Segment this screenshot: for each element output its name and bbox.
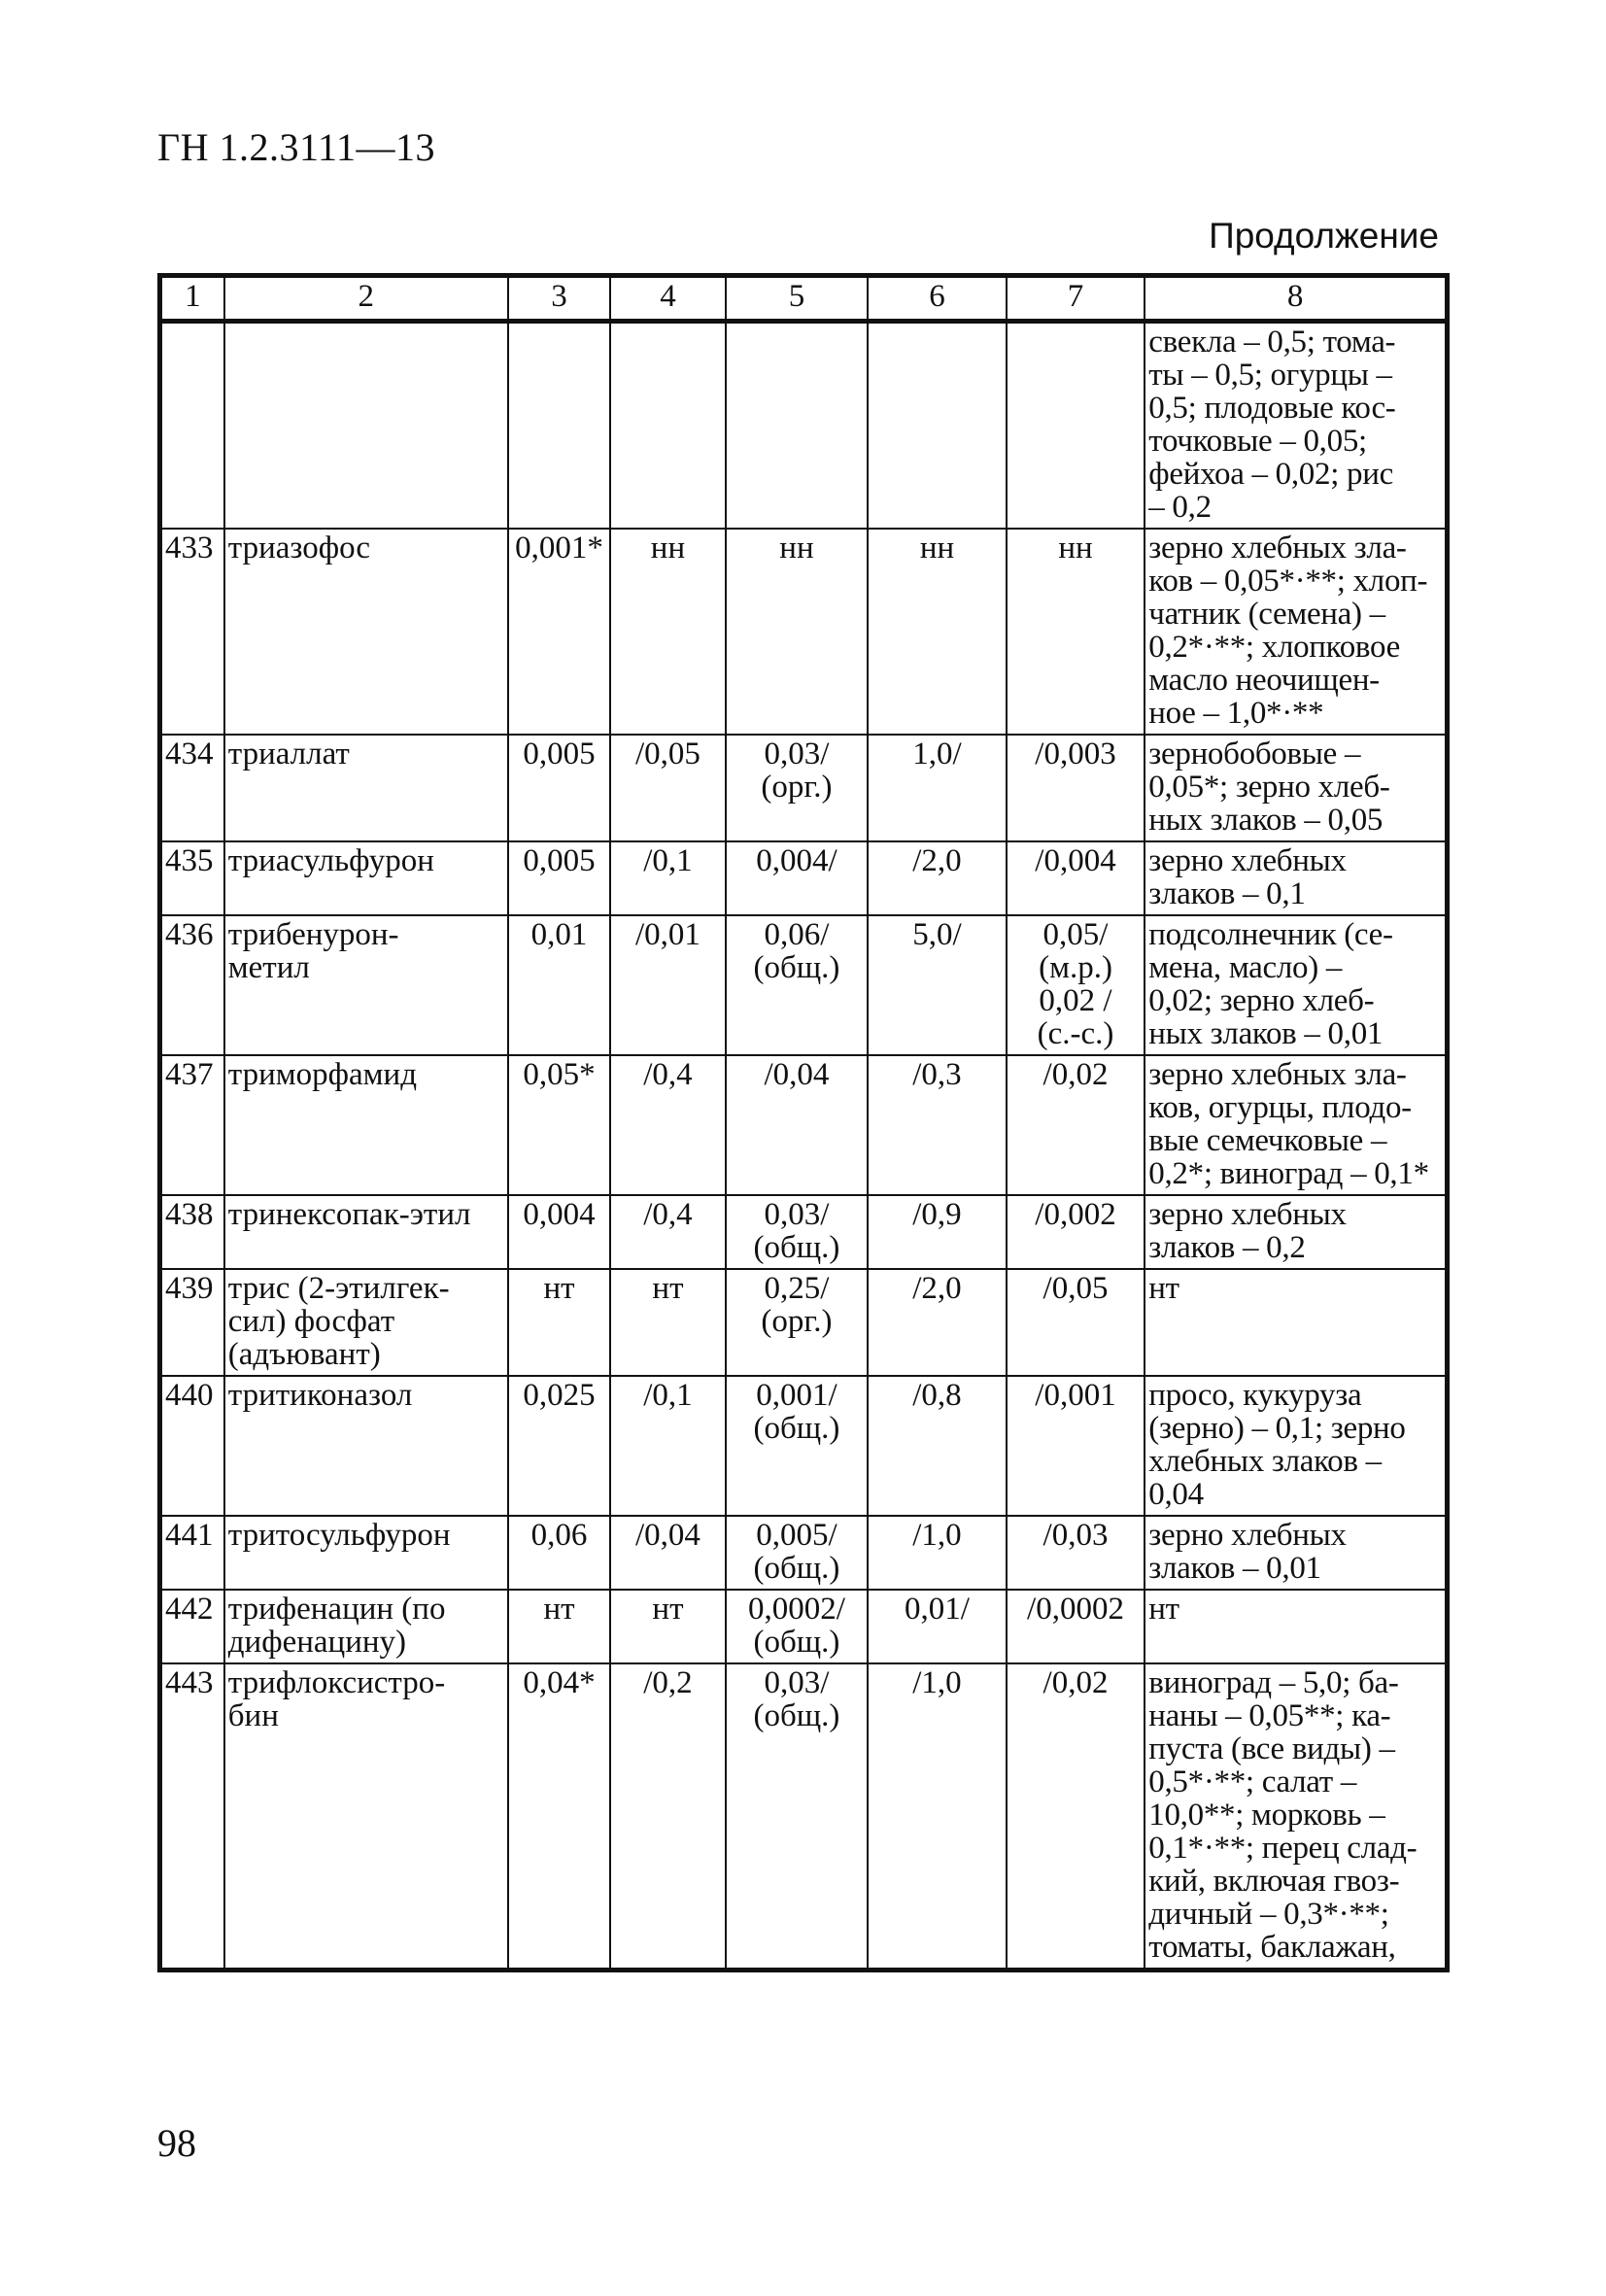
value-col-4: /0,1 [610, 841, 725, 915]
value-col-7: нн [1007, 529, 1145, 735]
value-col-3: 0,025 [508, 1376, 610, 1516]
column-header-4: 4 [610, 276, 725, 322]
substance-name: тритосульфурон [224, 1516, 508, 1590]
substance-name: трифлоксистро- бин [224, 1663, 508, 1970]
value-col-5: 0,005/ (общ.) [726, 1516, 869, 1590]
substance-name: триасульфурон [224, 841, 508, 915]
row-number [160, 322, 224, 530]
substance-name: тринексопак-этил [224, 1195, 508, 1269]
row-number: 436 [160, 915, 224, 1055]
value-col-3: 0,04* [508, 1663, 610, 1970]
table-row [160, 1195, 1448, 1269]
residue-notes: зерно хлебных зла- ков, огурцы, плодо- вые семечковые – 0,2*; виноград – 0,1* [1145, 1055, 1447, 1195]
substance-name: трис (2-этилгек- сил) фосфат (адъювант) [224, 1269, 508, 1376]
value-col-7: /0,05 [1007, 1269, 1145, 1376]
substance-name: трифенацин (по дифенацину) [224, 1590, 508, 1663]
value-col-5: 0,001/ (общ.) [726, 1376, 869, 1516]
column-header-5: 5 [726, 276, 869, 322]
table-row [160, 1663, 1448, 1970]
residue-notes: зерно хлебных злаков – 0,2 [1145, 1195, 1447, 1269]
table-row [160, 529, 1448, 735]
substance-name: триаллат [224, 735, 508, 841]
residue-notes: свекла – 0,5; тома- ты – 0,5; огурцы – 0,5; плодовые кос- точковые – 0,05; фейхоа – 0,02; рис – 0,2 [1145, 322, 1447, 530]
value-col-3: 0,004 [508, 1195, 610, 1269]
value-col-4: /0,05 [610, 735, 725, 841]
substance-name: триморфамид [224, 1055, 508, 1195]
value-col-7: /0,002 [1007, 1195, 1145, 1269]
value-col-7 [1007, 322, 1145, 530]
norms-table [157, 273, 1450, 1972]
value-col-7: /0,02 [1007, 1055, 1145, 1195]
residue-notes: зерно хлебных злаков – 0,01 [1145, 1516, 1447, 1590]
row-number: 434 [160, 735, 224, 841]
value-col-7: /0,001 [1007, 1376, 1145, 1516]
column-header-3: 3 [508, 276, 610, 322]
column-header-7: 7 [1007, 276, 1145, 322]
row-number: 435 [160, 841, 224, 915]
table-row [160, 1516, 1448, 1590]
substance-name [224, 322, 508, 530]
table-row [160, 1055, 1448, 1195]
table-row [160, 1376, 1448, 1516]
value-col-3: нт [508, 1590, 610, 1663]
residue-notes: зернобобовые – 0,05*; зерно хлеб- ных злаков – 0,05 [1145, 735, 1447, 841]
row-number: 438 [160, 1195, 224, 1269]
table-row [160, 322, 1448, 530]
substance-name: тритиконазол [224, 1376, 508, 1516]
column-header-1: 1 [160, 276, 224, 322]
row-number: 442 [160, 1590, 224, 1663]
value-col-7: /0,02 [1007, 1663, 1145, 1970]
value-col-3: нт [508, 1269, 610, 1376]
header-row [160, 276, 1448, 322]
value-col-4: /0,4 [610, 1195, 725, 1269]
table-row [160, 735, 1448, 841]
value-col-3: 0,06 [508, 1516, 610, 1590]
page-number: 98 [157, 2121, 196, 2165]
value-col-7: /0,0002 [1007, 1590, 1145, 1663]
value-col-4: нн [610, 529, 725, 735]
continuation-label: Продолжение [1209, 216, 1439, 256]
value-col-6: /1,0 [868, 1663, 1007, 1970]
value-col-6: /2,0 [868, 841, 1007, 915]
row-number: 433 [160, 529, 224, 735]
value-col-5: 0,004/ [726, 841, 869, 915]
value-col-6: /1,0 [868, 1516, 1007, 1590]
residue-notes: зерно хлебных злаков – 0,1 [1145, 841, 1447, 915]
value-col-4: /0,1 [610, 1376, 725, 1516]
value-col-5: 0,0002/ (общ.) [726, 1590, 869, 1663]
row-number: 439 [160, 1269, 224, 1376]
value-col-5: 0,25/ (орг.) [726, 1269, 869, 1376]
value-col-5: 0,03/ (общ.) [726, 1663, 869, 1970]
value-col-6: 0,01/ [868, 1590, 1007, 1663]
value-col-6: /2,0 [868, 1269, 1007, 1376]
table-row [160, 1269, 1448, 1376]
value-col-4: нт [610, 1590, 725, 1663]
value-col-3: 0,001* [508, 529, 610, 735]
value-col-4: /0,2 [610, 1663, 725, 1970]
value-col-6: нн [868, 529, 1007, 735]
residue-notes: виноград – 5,0; ба- наны – 0,05**; ка- пуста (все виды) – 0,5*·**; салат – 10,0**; морковь – 0,1*·**; перец слад- кий, включая гвоз- дичный – 0,3*·**; томаты, баклажан, [1145, 1663, 1447, 1970]
value-col-6: 5,0/ [868, 915, 1007, 1055]
row-number: 441 [160, 1516, 224, 1590]
value-col-7: /0,003 [1007, 735, 1145, 841]
table-row [160, 1590, 1448, 1663]
value-col-4 [610, 322, 725, 530]
value-col-4: /0,01 [610, 915, 725, 1055]
table-body [160, 322, 1448, 1970]
value-col-6: /0,3 [868, 1055, 1007, 1195]
value-col-6: /0,9 [868, 1195, 1007, 1269]
value-col-4: нт [610, 1269, 725, 1376]
residue-notes: просо, кукуруза (зерно) – 0,1; зерно хлебных злаков – 0,04 [1145, 1376, 1447, 1516]
column-header-6: 6 [868, 276, 1007, 322]
substance-name: триазофос [224, 529, 508, 735]
row-number: 437 [160, 1055, 224, 1195]
value-col-6 [868, 322, 1007, 530]
table-header [160, 276, 1448, 322]
column-header-2: 2 [224, 276, 508, 322]
value-col-5: 0,06/ (общ.) [726, 915, 869, 1055]
value-col-5: /0,04 [726, 1055, 869, 1195]
value-col-4: /0,4 [610, 1055, 725, 1195]
value-col-6: /0,8 [868, 1376, 1007, 1516]
value-col-3 [508, 322, 610, 530]
substance-name: трибенурон- метил [224, 915, 508, 1055]
value-col-3: 0,005 [508, 841, 610, 915]
document-code: ГН 1.2.3111—13 [157, 125, 436, 169]
value-col-4: /0,04 [610, 1516, 725, 1590]
value-col-7: /0,03 [1007, 1516, 1145, 1590]
value-col-7: /0,004 [1007, 841, 1145, 915]
value-col-5 [726, 322, 869, 530]
value-col-7: 0,05/ (м.р.) 0,02 / (с.-с.) [1007, 915, 1145, 1055]
residue-notes: подсолнечник (се- мена, масло) – 0,02; зерно хлеб- ных злаков – 0,01 [1145, 915, 1447, 1055]
value-col-5: 0,03/ (орг.) [726, 735, 869, 841]
residue-notes: зерно хлебных зла- ков – 0,05*·**; хлоп- чатник (семена) – 0,2*·**; хлопковое масло неочищен- ное – 1,0*·** [1145, 529, 1447, 735]
value-col-3: 0,01 [508, 915, 610, 1055]
value-col-5: 0,03/ (общ.) [726, 1195, 869, 1269]
value-col-6: 1,0/ [868, 735, 1007, 841]
row-number: 440 [160, 1376, 224, 1516]
row-number: 443 [160, 1663, 224, 1970]
table-row [160, 915, 1448, 1055]
value-col-3: 0,05* [508, 1055, 610, 1195]
residue-notes: нт [1145, 1590, 1447, 1663]
value-col-5: нн [726, 529, 869, 735]
value-col-3: 0,005 [508, 735, 610, 841]
table-row [160, 841, 1448, 915]
column-header-8: 8 [1145, 276, 1447, 322]
residue-notes: нт [1145, 1269, 1447, 1376]
